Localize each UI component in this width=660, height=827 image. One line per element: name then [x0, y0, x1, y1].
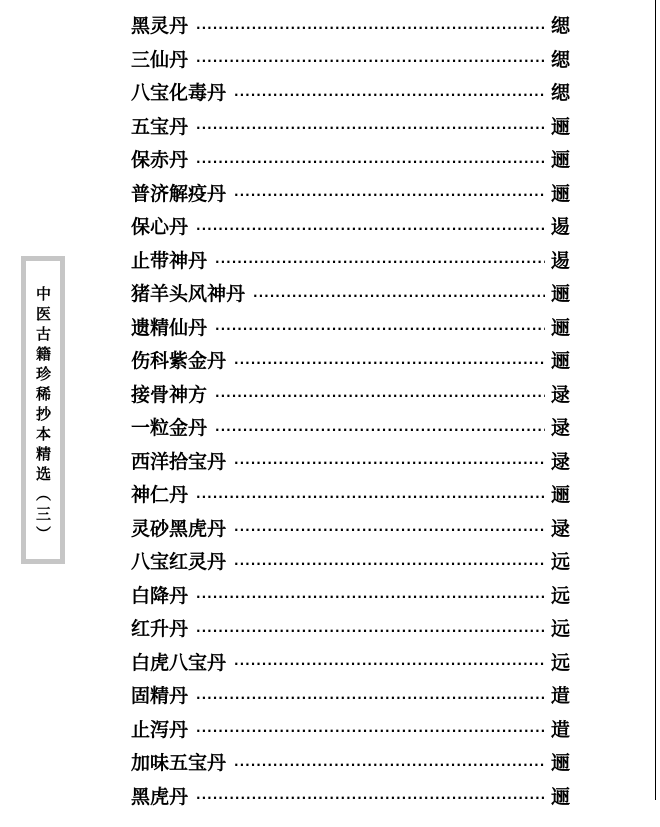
book-series-title: 中医古籍珍稀抄本精选（三） [34, 286, 52, 546]
toc-entry[interactable] [131, 781, 581, 815]
toc-dot-leader [196, 55, 545, 67]
toc-page-number: 逦 [551, 283, 571, 306]
toc-dot-leader [234, 457, 545, 469]
toc-dot-leader [196, 692, 545, 704]
toc-dot-leader [196, 22, 545, 34]
toc-entry[interactable] [131, 312, 581, 346]
toc-entry-title: 伤科紫金丹 [131, 350, 227, 373]
toc-entry-title: 加味五宝丹 [131, 752, 227, 775]
toc-page-number: 远 [551, 651, 571, 674]
toc-entry-title: 白虎八宝丹 [131, 651, 227, 674]
toc-entry-title: 西洋拾宝丹 [131, 450, 227, 473]
toc-page-number: 缌 [551, 48, 571, 71]
toc-page-number: 缌 [551, 15, 571, 38]
toc-dot-leader [234, 524, 545, 536]
toc-page-number: 逦 [551, 149, 571, 172]
toc-page-number: 逦 [551, 752, 571, 775]
toc-entry-title: 神仁丹 [131, 484, 189, 507]
toc-dot-leader [234, 189, 545, 201]
toc-dot-leader [215, 256, 545, 268]
toc-page-number: 逦 [551, 115, 571, 138]
toc-page-number: 逷 [551, 249, 571, 272]
toc-page-number: 逦 [551, 484, 571, 507]
toc-entry[interactable] [131, 144, 581, 178]
toc-entry[interactable] [131, 513, 581, 547]
toc-entry-title: 五宝丹 [131, 115, 189, 138]
toc-entry[interactable] [131, 345, 581, 379]
toc-entry[interactable] [131, 479, 581, 513]
toc-entry[interactable] [131, 10, 581, 44]
toc-entry-title: 红升丹 [131, 618, 189, 641]
toc-page-number: 远 [551, 618, 571, 641]
toc-entry[interactable] [131, 647, 581, 681]
page-border-line [655, 0, 656, 800]
toc-dot-leader [196, 223, 545, 235]
toc-dot-leader [215, 390, 545, 402]
toc-dot-leader [234, 759, 545, 771]
toc-entry[interactable] [131, 44, 581, 78]
toc-entry[interactable] [131, 747, 581, 781]
table-of-contents [131, 10, 581, 814]
toc-page-number: 逯 [551, 517, 571, 540]
toc-entry-title: 保心丹 [131, 216, 189, 239]
toc-entry-title: 黑灵丹 [131, 15, 189, 38]
toc-page-number: 逯 [551, 417, 571, 440]
toc-entry[interactable] [131, 412, 581, 446]
toc-dot-leader [196, 725, 545, 737]
toc-entry-title: 遗精仙丹 [131, 316, 208, 339]
toc-entry[interactable] [131, 580, 581, 614]
toc-dot-leader [253, 290, 545, 302]
toc-dot-leader [234, 658, 545, 670]
toc-entry[interactable] [131, 680, 581, 714]
toc-page-number: 逦 [551, 316, 571, 339]
toc-dot-leader [196, 156, 545, 168]
toc-dot-leader [196, 122, 545, 134]
toc-entry[interactable] [131, 278, 581, 312]
toc-entry-title: 灵砂黑虎丹 [131, 517, 227, 540]
toc-dot-leader [196, 792, 545, 804]
toc-page-number: 远 [551, 584, 571, 607]
toc-entry-title: 八宝化毒丹 [131, 82, 227, 105]
toc-entry-title: 止泻丹 [131, 718, 189, 741]
toc-entry[interactable] [131, 446, 581, 480]
toc-entry-title: 止带神丹 [131, 249, 208, 272]
toc-page-number: 逦 [551, 350, 571, 373]
toc-entry-title: 八宝红灵丹 [131, 551, 227, 574]
toc-dot-leader [196, 491, 545, 503]
toc-entry[interactable] [131, 613, 581, 647]
toc-entry[interactable] [131, 211, 581, 245]
toc-page-number: 缌 [551, 82, 571, 105]
toc-entry[interactable] [131, 546, 581, 580]
toc-entry-title: 一粒金丹 [131, 417, 208, 440]
toc-dot-leader [215, 323, 545, 335]
toc-entry[interactable] [131, 178, 581, 212]
toc-entry-title: 保赤丹 [131, 149, 189, 172]
toc-entry[interactable] [131, 245, 581, 279]
toc-entry[interactable] [131, 379, 581, 413]
toc-entry-title: 猪羊头风神丹 [131, 283, 246, 306]
toc-dot-leader [234, 357, 545, 369]
toc-page-number: 逯 [551, 450, 571, 473]
toc-dot-leader [196, 625, 545, 637]
toc-dot-leader [234, 89, 545, 101]
toc-entry[interactable] [131, 714, 581, 748]
toc-dot-leader [215, 424, 545, 436]
side-tab-book-title [21, 256, 65, 564]
toc-page-number: 逪 [551, 685, 571, 708]
toc-page-number: 远 [551, 551, 571, 574]
toc-entry-title: 白降丹 [131, 584, 189, 607]
toc-dot-leader [234, 558, 545, 570]
toc-entry-title: 普济解疫丹 [131, 182, 227, 205]
toc-entry-title: 接骨神方 [131, 383, 208, 406]
toc-page-number: 逯 [551, 383, 571, 406]
toc-entry[interactable] [131, 111, 581, 145]
toc-page-number: 逦 [551, 785, 571, 808]
toc-dot-leader [196, 591, 545, 603]
toc-entry-title: 三仙丹 [131, 48, 189, 71]
toc-page-number: 逪 [551, 718, 571, 741]
toc-entry-title: 固精丹 [131, 685, 189, 708]
toc-page-number: 逦 [551, 182, 571, 205]
toc-page-number: 逷 [551, 216, 571, 239]
toc-entry-title: 黑虎丹 [131, 785, 189, 808]
toc-entry[interactable] [131, 77, 581, 111]
